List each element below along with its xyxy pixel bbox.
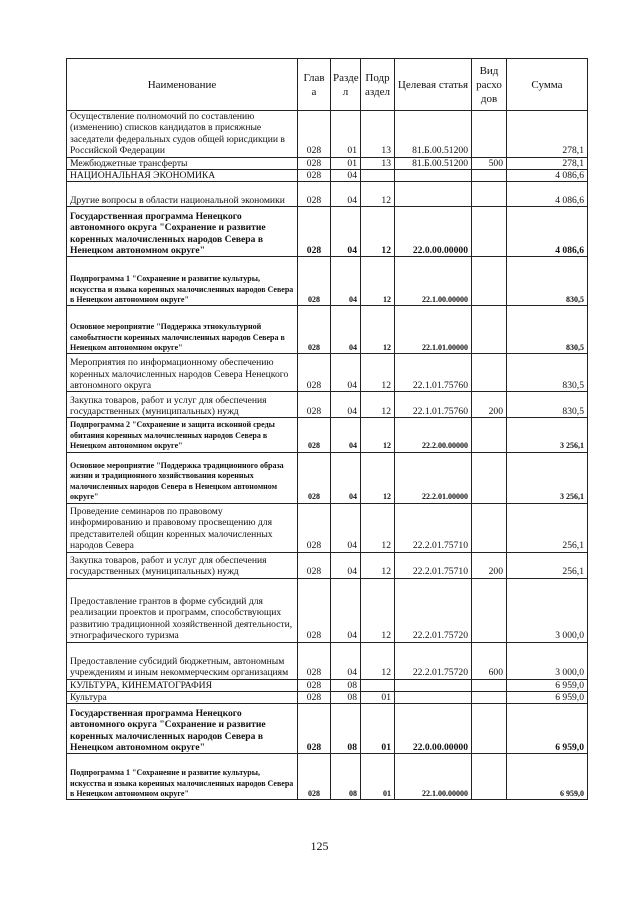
row-vid — [472, 111, 507, 158]
row-name: Другие вопросы в области национальной экономики — [67, 182, 298, 207]
row-razdel: 08 — [331, 679, 361, 691]
table-row — [67, 182, 588, 207]
row-target — [395, 679, 472, 691]
row-podrazdel: 12 — [361, 642, 395, 679]
row-vid — [472, 257, 507, 306]
row-name: Проведение семинаров по правовому информированию и правовому просвещению для представителей общин коренных малочисленных народов Севера — [67, 503, 298, 552]
row-podrazdel: 12 — [361, 552, 395, 578]
page-number: 125 — [310, 839, 329, 853]
row-podrazdel — [361, 170, 395, 182]
row-podrazdel: 12 — [361, 182, 395, 207]
row-razdel: 04 — [331, 207, 361, 257]
row-sum: 6 959,0 — [507, 704, 588, 754]
row-razdel: 08 — [331, 692, 361, 704]
row-sum: 6 959,0 — [507, 754, 588, 800]
row-target: 22.1.01.75760 — [395, 354, 472, 392]
row-razdel: 04 — [331, 392, 361, 418]
table-row — [67, 704, 588, 754]
table-row — [67, 754, 588, 800]
row-razdel: 01 — [331, 157, 361, 169]
row-vid — [472, 692, 507, 704]
row-target: 22.2.01.75710 — [395, 503, 472, 552]
row-razdel: 04 — [331, 578, 361, 642]
row-sum: 3 000,0 — [507, 642, 588, 679]
row-glava: 028 — [298, 679, 331, 691]
row-sum: 830,5 — [507, 354, 588, 392]
row-vid — [472, 754, 507, 800]
row-podrazdel: 12 — [361, 503, 395, 552]
row-vid: 500 — [472, 157, 507, 169]
row-podrazdel: 01 — [361, 754, 395, 800]
row-razdel: 04 — [331, 257, 361, 306]
row-vid — [472, 704, 507, 754]
row-podrazdel: 12 — [361, 392, 395, 418]
row-vid — [472, 418, 507, 452]
row-podrazdel: 13 — [361, 111, 395, 158]
row-name: Подпрограмма 1 "Сохранение и развитие культуры, искусства и языка коренных малочисленных народов Севера в Ненецком автономном округе" — [67, 257, 298, 306]
row-name: Основное мероприятие "Поддержка традиционного образа жизни и традиционного хозяйствования коренных малочисленных народов Севера в Ненецком автономном округе" — [67, 452, 298, 503]
row-glava: 028 — [298, 452, 331, 503]
table-row — [67, 552, 588, 578]
row-razdel: 04 — [331, 452, 361, 503]
row-vid — [472, 170, 507, 182]
row-name: Межбюджетные трансферты — [67, 157, 298, 169]
row-sum: 3 256,1 — [507, 418, 588, 452]
row-target: 22.0.00.00000 — [395, 704, 472, 754]
row-sum: 6 959,0 — [507, 679, 588, 691]
row-vid: 600 — [472, 642, 507, 679]
row-vid — [472, 207, 507, 257]
row-glava: 028 — [298, 503, 331, 552]
row-target: 22.2.01.75720 — [395, 642, 472, 679]
header-razdel: Разде л — [331, 59, 361, 111]
row-podrazdel: 12 — [361, 578, 395, 642]
row-name: Закупка товаров, работ и услуг для обеспечения государственных (муниципальных) нужд — [67, 392, 298, 418]
table-row — [67, 642, 588, 679]
row-name: Предоставление грантов в форме субсидий для реализации проектов и программ, способствующих развитию традиционной хозяйственной деятельности, этнографического туризма — [67, 578, 298, 642]
row-target: 22.2.01.75720 — [395, 578, 472, 642]
row-target: 22.2.01.75710 — [395, 552, 472, 578]
header-name: Наименование — [67, 59, 298, 111]
row-vid — [472, 354, 507, 392]
row-target — [395, 692, 472, 704]
row-target: 22.2.01.00000 — [395, 452, 472, 503]
table-row — [67, 418, 588, 452]
row-glava: 028 — [298, 392, 331, 418]
row-name: НАЦИОНАЛЬНАЯ ЭКОНОМИКА — [67, 170, 298, 182]
row-sum: 4 086,6 — [507, 170, 588, 182]
row-target: 81.Б.00.51200 — [395, 111, 472, 158]
row-razdel: 01 — [331, 111, 361, 158]
row-vid — [472, 503, 507, 552]
header-target: Целевая статья — [395, 59, 472, 111]
row-sum: 830,5 — [507, 392, 588, 418]
row-razdel: 04 — [331, 552, 361, 578]
table-row — [67, 354, 588, 392]
row-vid: 200 — [472, 392, 507, 418]
table-row — [67, 157, 588, 169]
row-sum: 256,1 — [507, 552, 588, 578]
row-podrazdel: 12 — [361, 418, 395, 452]
row-glava: 028 — [298, 257, 331, 306]
row-name: Основное мероприятие "Поддержка этнокультурной самобытности коренных малочисленных народов Севера в Ненецком автономном округе" — [67, 306, 298, 354]
row-sum: 6 959,0 — [507, 692, 588, 704]
row-podrazdel: 12 — [361, 452, 395, 503]
row-sum: 278,1 — [507, 111, 588, 158]
table-row — [67, 452, 588, 503]
row-razdel: 04 — [331, 170, 361, 182]
row-podrazdel — [361, 679, 395, 691]
table-row — [67, 392, 588, 418]
row-vid — [472, 306, 507, 354]
row-podrazdel: 12 — [361, 257, 395, 306]
row-target — [395, 182, 472, 207]
row-target: 22.1.01.00000 — [395, 306, 472, 354]
row-podrazdel: 01 — [361, 692, 395, 704]
row-name: Государственная программа Ненецкого автономного округа "Сохранение и развитие коренных малочисленных народов Севера в Ненецком автономном округе" — [67, 704, 298, 754]
row-sum: 3 000,0 — [507, 578, 588, 642]
row-target: 22.1.00.00000 — [395, 754, 472, 800]
row-sum: 256,1 — [507, 503, 588, 552]
row-sum: 278,1 — [507, 157, 588, 169]
row-vid — [472, 182, 507, 207]
row-glava: 028 — [298, 552, 331, 578]
table-row — [67, 679, 588, 691]
row-vid — [472, 679, 507, 691]
row-name: Подпрограмма 1 "Сохранение и развитие культуры, искусства и языка коренных малочисленных народов Севера в Ненецком автономном округе" — [67, 754, 298, 800]
row-name: Государственная программа Ненецкого автономного округа "Сохранение и развитие коренных малочисленных народов Севера в Ненецком автономном округе" — [67, 207, 298, 257]
budget-table — [66, 58, 588, 800]
table-row — [67, 578, 588, 642]
row-name: Осуществление полномочий по составлению (изменению) списков кандидатов в присяжные заседатели федеральных судов общей юрисдикции в Российской Федерации — [67, 111, 298, 158]
row-target: 22.1.00.00000 — [395, 257, 472, 306]
table-row — [67, 170, 588, 182]
table-row — [67, 692, 588, 704]
row-razdel: 04 — [331, 354, 361, 392]
row-glava: 028 — [298, 578, 331, 642]
table-row — [67, 111, 588, 158]
row-razdel: 04 — [331, 182, 361, 207]
row-glava: 028 — [298, 754, 331, 800]
row-sum: 830,5 — [507, 257, 588, 306]
header-vid: Вид расхо дов — [472, 59, 507, 111]
row-podrazdel: 12 — [361, 354, 395, 392]
row-razdel: 04 — [331, 306, 361, 354]
row-razdel: 04 — [331, 503, 361, 552]
row-glava: 028 — [298, 354, 331, 392]
row-glava: 028 — [298, 170, 331, 182]
row-name: Предоставление субсидий бюджетным, автономным учреждениям и иным некоммерческим организациям — [67, 642, 298, 679]
row-name: Мероприятия по информационному обеспечению коренных малочисленных народов Севера Ненецкого автономного округа — [67, 354, 298, 392]
row-name: КУЛЬТУРА, КИНЕМАТОГРАФИЯ — [67, 679, 298, 691]
row-vid — [472, 452, 507, 503]
header-row — [67, 59, 588, 111]
row-name: Подпрограмма 2 "Сохранение и защита исконной среды обитания коренных малочисленных народов Севера в Ненецком автономном округе" — [67, 418, 298, 452]
row-podrazdel: 12 — [361, 207, 395, 257]
header-glava: Глав а — [298, 59, 331, 111]
row-razdel: 08 — [331, 704, 361, 754]
row-podrazdel: 13 — [361, 157, 395, 169]
row-target: 22.1.01.75760 — [395, 392, 472, 418]
row-vid — [472, 578, 507, 642]
row-glava: 028 — [298, 157, 331, 169]
row-target: 81.Б.00.51200 — [395, 157, 472, 169]
header-sum: Сумма — [507, 59, 588, 111]
table-row — [67, 257, 588, 306]
row-name: Культура — [67, 692, 298, 704]
row-razdel: 08 — [331, 754, 361, 800]
header-podrazdel: Подр аздел — [361, 59, 395, 111]
row-target: 22.2.00.00000 — [395, 418, 472, 452]
table-row — [67, 306, 588, 354]
row-target — [395, 170, 472, 182]
row-glava: 028 — [298, 111, 331, 158]
row-target: 22.0.00.00000 — [395, 207, 472, 257]
row-sum: 3 256,1 — [507, 452, 588, 503]
row-glava: 028 — [298, 704, 331, 754]
row-glava: 028 — [298, 418, 331, 452]
row-glava: 028 — [298, 692, 331, 704]
row-glava: 028 — [298, 182, 331, 207]
row-sum: 4 086,6 — [507, 182, 588, 207]
row-glava: 028 — [298, 642, 331, 679]
row-razdel: 04 — [331, 418, 361, 452]
table-body — [67, 111, 588, 800]
row-glava: 028 — [298, 306, 331, 354]
row-razdel: 04 — [331, 642, 361, 679]
table-row — [67, 207, 588, 257]
row-sum: 830,5 — [507, 306, 588, 354]
row-glava: 028 — [298, 207, 331, 257]
row-podrazdel: 01 — [361, 704, 395, 754]
row-name: Закупка товаров, работ и услуг для обеспечения государственных (муниципальных) нужд — [67, 552, 298, 578]
row-sum: 4 086,6 — [507, 207, 588, 257]
row-vid: 200 — [472, 552, 507, 578]
row-podrazdel: 12 — [361, 306, 395, 354]
table-row — [67, 503, 588, 552]
